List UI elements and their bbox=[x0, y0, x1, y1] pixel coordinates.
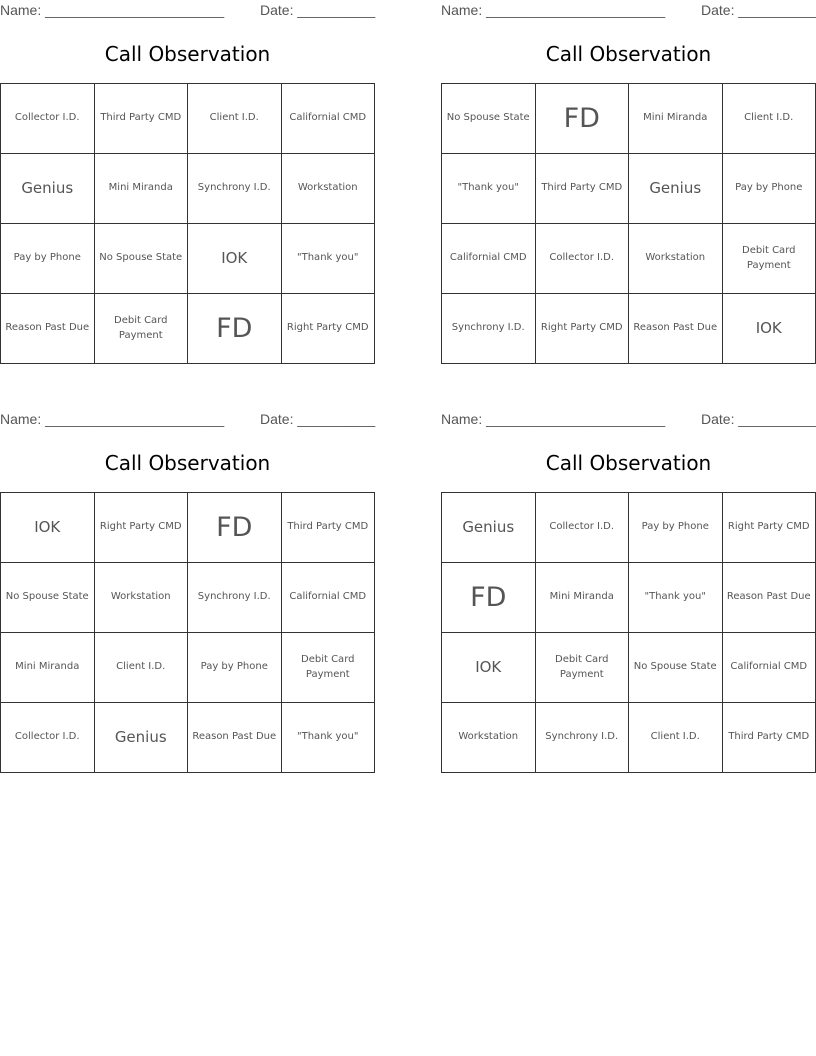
bingo-cell: Collector I.D. bbox=[536, 493, 630, 563]
card-title: Call Observation bbox=[545, 451, 712, 475]
date-label: Date: __________ bbox=[260, 2, 376, 18]
bingo-cell: Debit Card Payment bbox=[723, 224, 816, 294]
bingo-cell: Workstation bbox=[442, 703, 536, 773]
bingo-cell: Client I.D. bbox=[188, 84, 282, 154]
bingo-cell: Third Party CMD bbox=[95, 84, 189, 154]
bingo-cell: Collector I.D. bbox=[536, 224, 630, 294]
bingo-cell: Client I.D. bbox=[723, 84, 816, 154]
date-label: Date: __________ bbox=[701, 411, 816, 427]
bingo-grid bbox=[441, 492, 816, 773]
bingo-cell: Debit Card Payment bbox=[95, 294, 189, 364]
bingo-cell: Reason Past Due bbox=[723, 563, 816, 633]
bingo-cell: Right Party CMD bbox=[536, 294, 630, 364]
bingo-cell: Californial CMD bbox=[282, 563, 376, 633]
bingo-cell: IOK bbox=[1, 493, 95, 563]
bingo-cell: Mini Miranda bbox=[536, 563, 630, 633]
bingo-cell: FD bbox=[536, 84, 630, 154]
bingo-cell: Third Party CMD bbox=[536, 154, 630, 224]
bingo-cell: FD bbox=[442, 563, 536, 633]
card-header bbox=[0, 409, 375, 429]
bingo-cell: Californial CMD bbox=[442, 224, 536, 294]
bingo-cell: Genius bbox=[629, 154, 723, 224]
bingo-cell: Reason Past Due bbox=[629, 294, 723, 364]
bingo-cell: "Thank you" bbox=[442, 154, 536, 224]
bingo-cell: Pay by Phone bbox=[188, 633, 282, 703]
bingo-cell: Mini Miranda bbox=[95, 154, 189, 224]
name-label: Name: _______________________ bbox=[0, 2, 225, 18]
bingo-cell: "Thank you" bbox=[282, 224, 376, 294]
card-title: Call Observation bbox=[545, 42, 712, 66]
bingo-cell: "Thank you" bbox=[282, 703, 376, 773]
bingo-cell: Debit Card Payment bbox=[282, 633, 376, 703]
bingo-cell: Third Party CMD bbox=[282, 493, 376, 563]
bingo-cell: Third Party CMD bbox=[723, 703, 816, 773]
date-label: Date: __________ bbox=[701, 2, 816, 18]
bingo-cell: IOK bbox=[723, 294, 816, 364]
bingo-cell: Workstation bbox=[282, 154, 376, 224]
bingo-cell: No Spouse State bbox=[442, 84, 536, 154]
card-header bbox=[441, 409, 816, 429]
bingo-cell: Mini Miranda bbox=[629, 84, 723, 154]
bingo-cell: Synchrony I.D. bbox=[442, 294, 536, 364]
bingo-cell: Synchrony I.D. bbox=[536, 703, 630, 773]
bingo-cell: No Spouse State bbox=[1, 563, 95, 633]
bingo-cell: Pay by Phone bbox=[723, 154, 816, 224]
bingo-cell: Workstation bbox=[629, 224, 723, 294]
bingo-cell: Californial CMD bbox=[723, 633, 816, 703]
bingo-cell: Pay by Phone bbox=[629, 493, 723, 563]
card-header bbox=[0, 0, 375, 20]
bingo-cell: Synchrony I.D. bbox=[188, 563, 282, 633]
date-label: Date: __________ bbox=[260, 411, 376, 427]
bingo-cell: "Thank you" bbox=[629, 563, 723, 633]
bingo-cell: Right Party CMD bbox=[282, 294, 376, 364]
bingo-cell: IOK bbox=[188, 224, 282, 294]
bingo-cell: Workstation bbox=[95, 563, 189, 633]
bingo-cell: Client I.D. bbox=[629, 703, 723, 773]
bingo-grid bbox=[441, 83, 816, 364]
bingo-cell: Synchrony I.D. bbox=[188, 154, 282, 224]
bingo-cell: Reason Past Due bbox=[188, 703, 282, 773]
bingo-cell: Genius bbox=[1, 154, 95, 224]
bingo-cell: Collector I.D. bbox=[1, 703, 95, 773]
card-header bbox=[441, 0, 816, 20]
bingo-cell: Debit Card Payment bbox=[536, 633, 630, 703]
bingo-cell: Mini Miranda bbox=[1, 633, 95, 703]
bingo-cell: Pay by Phone bbox=[1, 224, 95, 294]
bingo-cell: IOK bbox=[442, 633, 536, 703]
card-title: Call Observation bbox=[104, 42, 271, 66]
bingo-cell: Right Party CMD bbox=[723, 493, 816, 563]
name-label: Name: _______________________ bbox=[441, 2, 666, 18]
bingo-cell: Genius bbox=[95, 703, 189, 773]
bingo-cell: Collector I.D. bbox=[1, 84, 95, 154]
bingo-cell: Genius bbox=[442, 493, 536, 563]
bingo-cell: Reason Past Due bbox=[1, 294, 95, 364]
bingo-cell: Right Party CMD bbox=[95, 493, 189, 563]
bingo-grid bbox=[0, 83, 375, 364]
bingo-grid bbox=[0, 492, 375, 773]
bingo-cell: Californial CMD bbox=[282, 84, 376, 154]
name-label: Name: _______________________ bbox=[0, 411, 225, 427]
bingo-cell: No Spouse State bbox=[95, 224, 189, 294]
name-label: Name: _______________________ bbox=[441, 411, 666, 427]
card-title: Call Observation bbox=[104, 451, 271, 475]
bingo-cell: Client I.D. bbox=[95, 633, 189, 703]
bingo-cell: FD bbox=[188, 294, 282, 364]
bingo-cell: No Spouse State bbox=[629, 633, 723, 703]
bingo-cell: FD bbox=[188, 493, 282, 563]
